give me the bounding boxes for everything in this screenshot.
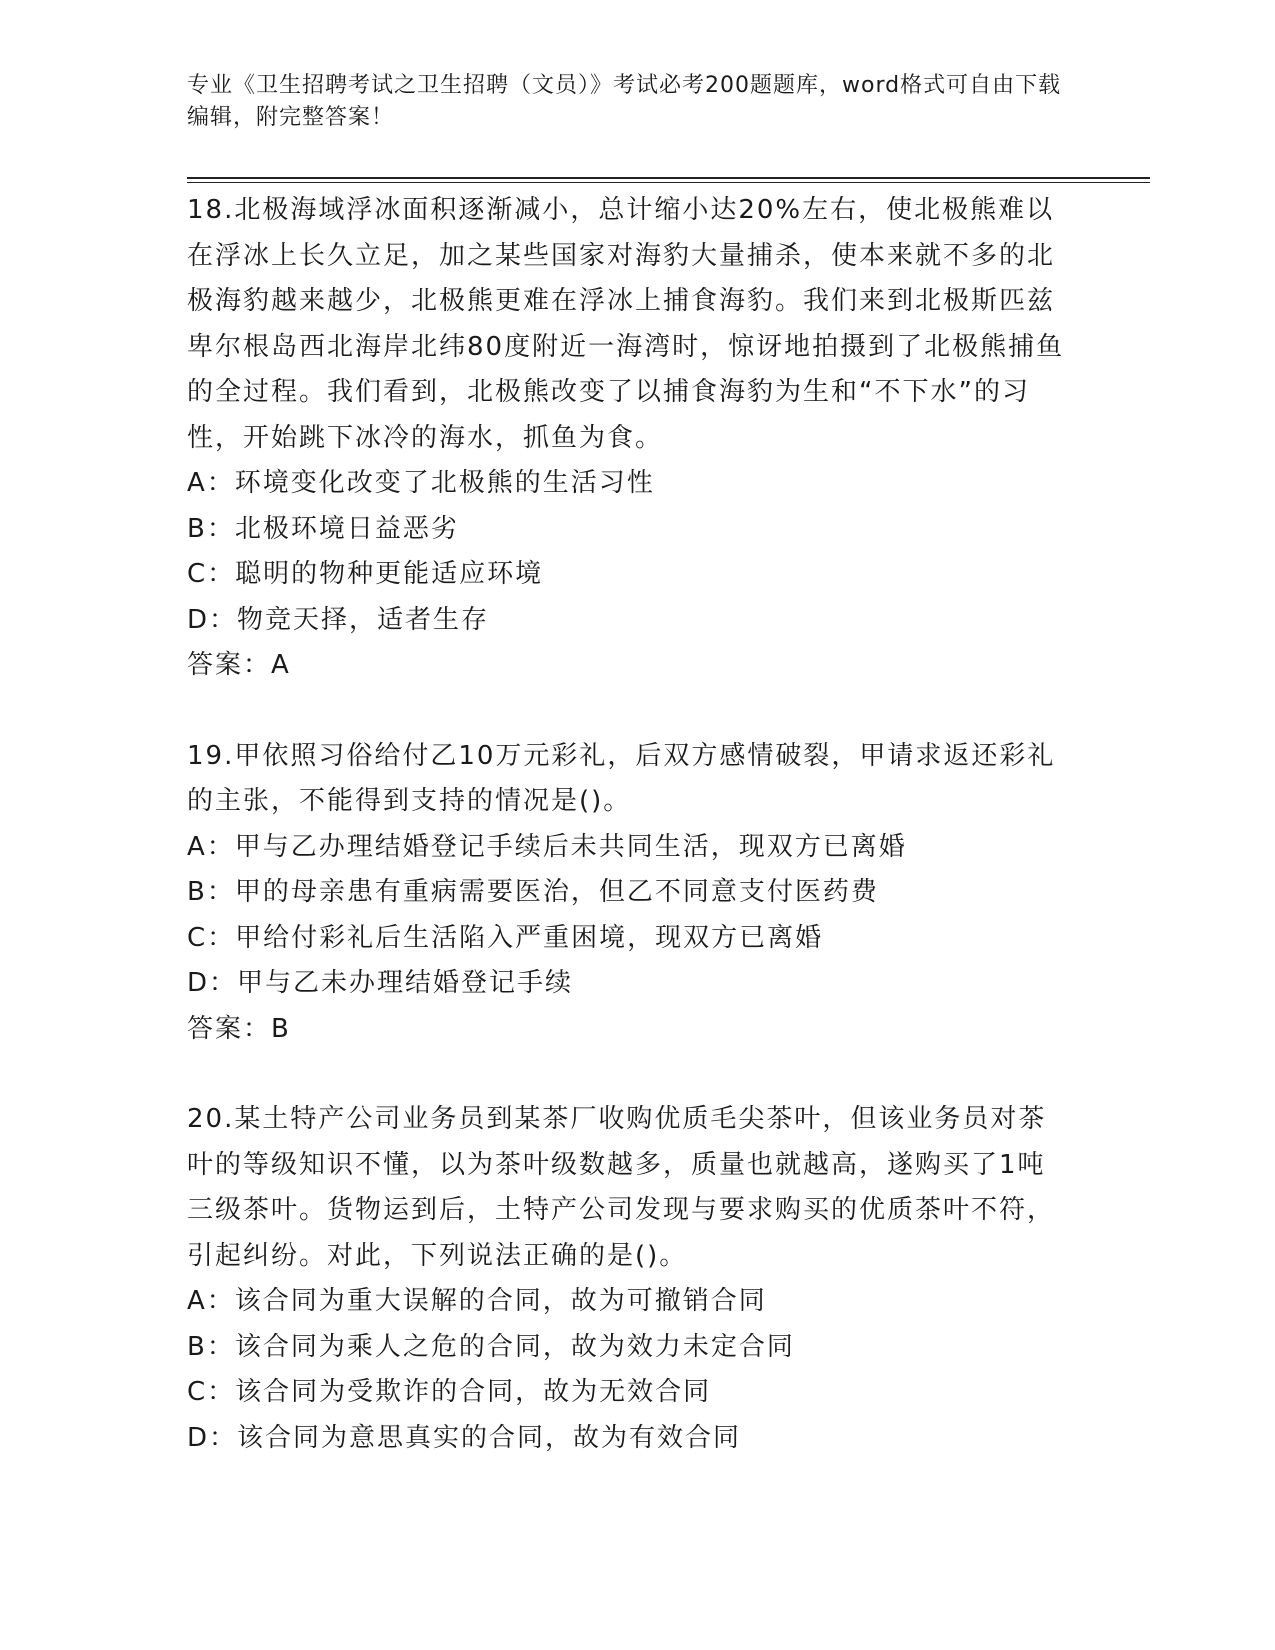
question-stem: 20.某土特产公司业务员到某茶厂收购优质毛尖茶叶，但该业务员对茶叶的等级知识不懂，以为茶叶级数越多，质量也就越高，遂购买了1吨三级茶叶。货物运到后，土特产公司发现与要求购买的优质茶叶不符，引起纠纷。对此，下列说法正确的是()。 (187, 1104, 1056, 1271)
question-20 (187, 1097, 1067, 1461)
question-gap (187, 1052, 1067, 1097)
option-b: B：甲的母亲患有重病需要医治，但乙不同意支付医药费 (187, 877, 879, 907)
page-header: 专业《卫生招聘考试之卫生招聘（文员）》考试必考200题题库，word格式可自由下载编辑，附完整答案！ (187, 73, 1062, 130)
option-d: D：物竞天择，适者生存 (187, 604, 490, 635)
question-gap (187, 689, 1067, 734)
option-d: D：该合同为意思真实的合同，故为有效合同 (187, 1422, 742, 1453)
question-18 (187, 188, 1067, 689)
question-stem: 19.甲依照习俗给付乙10万元彩礼，后双方感情破裂，甲请求返还彩礼的主张，不能得到支持的情况是()。 (187, 740, 1056, 816)
header-rule-thick (187, 177, 1150, 179)
question-19 (187, 734, 1067, 1053)
option-a: A：该合同为重大误解的合同，故为可撤销合同 (187, 1286, 767, 1316)
option-a: A：甲与乙办理结婚登记手续后未共同生活，现双方已离婚 (187, 831, 907, 862)
option-a: A：环境变化改变了北极熊的生活习性 (187, 468, 655, 498)
option-c: C：该合同为受欺诈的合同，故为无效合同 (187, 1377, 712, 1407)
option-b: B：该合同为乘人之危的合同，故为效力未定合同 (187, 1331, 795, 1362)
option-c: C：聪明的物种更能适应环境 (187, 559, 544, 589)
answer-label: 答案：A (187, 650, 291, 680)
question-stem: 18.北极海域浮冰面积逐渐减小，总计缩小达20%左右，使北极熊难以在浮冰上长久立足，加之某些国家对海豹大量捕杀，使本来就不多的北极海豹越来越少，北极熊更难在浮冰上捕食海豹。我们来到北极斯匹兹卑尔根岛西北海岸北纬80度附近一海湾时，惊讶地拍摄到了北极熊捕鱼的全过程。我们看到，北极熊改变了以捕食海豹为生和“不下水”的习性，开始跳下冰冷的海水，抓鱼为食。 (187, 195, 1065, 453)
option-b: B：北极环境日益恶劣 (187, 513, 459, 544)
header-rule-thin (187, 182, 1150, 183)
option-d: D：甲与乙未办理结婚登记手续 (187, 968, 574, 998)
answer-label: 答案：B (187, 1013, 291, 1044)
option-c: C：甲给付彩礼后生活陷入严重困境，现双方已离婚 (187, 922, 824, 953)
question-list (187, 188, 1067, 1461)
